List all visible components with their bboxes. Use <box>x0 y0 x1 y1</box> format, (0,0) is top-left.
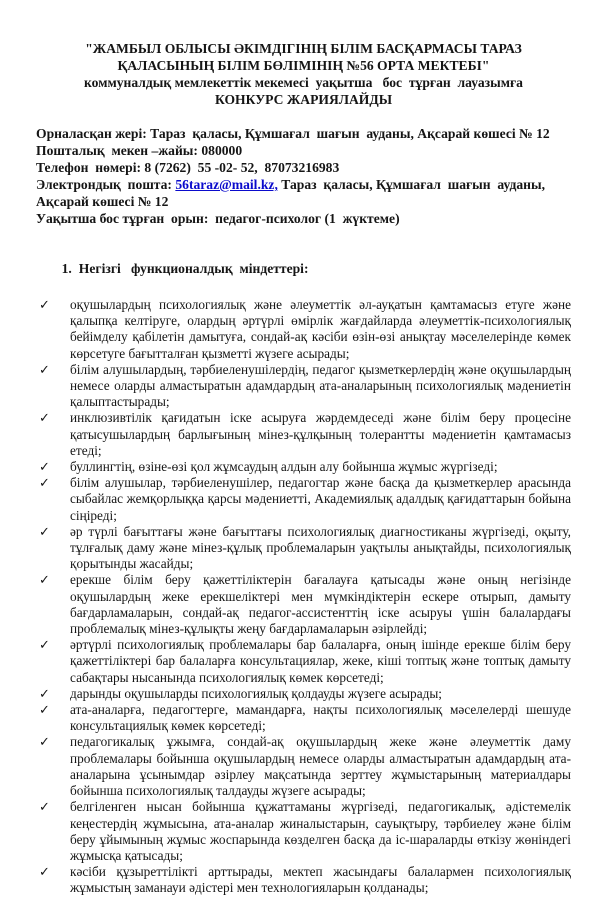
duty-item <box>36 686 571 702</box>
section-title: Негізгі функционалдық міндеттері: <box>78 261 309 276</box>
email-line <box>36 176 571 210</box>
duty-text: педагогикалық ұжымға, сондай-ақ оқушылардың жеке және әлеуметтік даму проблемалары бойынша оқушылардың немесе оларды алмастыратын адамдардың ата-аналарына ұсынымдар әзірлеу мақсатында зерттеу жұмыстарының материалдары бойынша психологиялық талдауды жүзеге асырады; <box>70 734 571 799</box>
email-label: Электрондық пошта: <box>36 177 176 192</box>
duties-list <box>36 297 571 897</box>
duty-text: инклюзивтілік қағидатын іске асыруға жәрдемдеседі және білім беру процесіне қатысушылардың барлығының мінез-құлқының толерантты мәдениетін қамтамасыз етеді; <box>70 410 571 458</box>
checkmark-icon: ✓ <box>39 734 50 750</box>
checkmark-icon: ✓ <box>39 410 50 426</box>
checkmark-icon: ✓ <box>39 637 50 653</box>
checkmark-icon: ✓ <box>39 702 50 718</box>
duty-item <box>36 734 571 799</box>
duty-item <box>36 475 571 524</box>
duty-text: ата-аналарға, педагогтерге, мамандарға, нақты психологиялық мәселелерді шешуде консультациялық көмек көрсетеді; <box>70 702 571 734</box>
email-address-suffix: Тараз қаласы, Құмшағал шағын ауданы, Ақсарай көшесі № 12 <box>36 177 549 209</box>
duty-text: кәсіби құзыреттілікті арттырады, мектеп жасындағы балалармен психологиялық жұмыстың заманауи әдістері мен технологияларын қолданады; <box>70 864 571 896</box>
postal-code-line: Пошталық мекен –жайы: 080000 <box>36 143 243 158</box>
location-line: Орналасқан жері: Тараз қаласы, Құмшағал шағын ауданы, Ақсарай көшесі № 12 <box>36 126 550 141</box>
duty-text: буллингтің, өзіне-өзі қол жұмсаудың алдын алу бойынша жұмыс жүргізеді; <box>70 459 498 475</box>
checkmark-icon: ✓ <box>39 572 50 588</box>
duty-item <box>36 410 571 459</box>
checkmark-icon: ✓ <box>39 685 50 701</box>
document-header <box>36 40 571 108</box>
duty-text: оқушылардың психологиялық және әлеуметтік әл-ауқатын қамтамасыз етуге және қалыпқа келтіруге, олардың әртүрлі өмірлік жағдайларда әлеуметтік-психологиялық бейімделу қабілетін дамытуға, сондай-ақ кәсіби өзін-өзі анықтау мәселелерінде көмек көрсетуге бағытталған қызметті жүзеге асырады; <box>70 297 571 361</box>
header-subtitle: коммуналдық мемлекеттік мекемесі уақытша бос тұрған лауазымға <box>84 75 523 90</box>
duty-item <box>36 524 571 573</box>
email-link[interactable]: 56taraz@mail.kz, <box>175 177 278 192</box>
checkmark-icon: ✓ <box>39 799 50 815</box>
duty-text: ерекше білім беру қажеттіліктерін бағалауға қатысады және оның негізінде оқушылардың жеке ерекшеліктері мен мүмкіндіктерін ескере отырып, дамыту бағдарламаларын, сондай-ақ педагог-ассистенттің іске асыруы үшін балалардағы проблемалық мінез-құлықты жеңу бағдарламаларын әзірлейді; <box>70 572 571 637</box>
announcement-line: КОНКУРС ЖАРИЯЛАЙДЫ <box>214 92 393 107</box>
duty-item <box>36 297 571 362</box>
duty-text: білім алушылардың, тәрбиеленушілердің, педагог қызметкерлердің және оқушылардың немесе оларды алмастыратын адамдардың ата-аналарының психологиялық мәдениетін қалыптастырады; <box>70 361 571 410</box>
duty-item <box>36 637 571 686</box>
duty-item <box>36 702 571 734</box>
duty-item <box>36 799 571 864</box>
school-title: "ЖАМБЫЛ ОБЛЫСЫ ӘКІМДІГІНІҢ БІЛІМ БАСҚАРМАСЫ ТАРАЗ ҚАЛАСЫНЫҢ БІЛІМ БӨЛІМІНІҢ №56 ОРТА МЕКТЕБІ" <box>85 41 522 73</box>
duty-text: білім алушылар, тәрбиеленушілер, педагогтар және басқа да қызметкерлер арасында сыбайлас жемқорлыққа қарсы мәдениетті, Академиялық адалдық қағидаттарын бойына сіңіреді; <box>70 475 571 523</box>
checkmark-icon: ✓ <box>39 475 50 491</box>
vacancy-line: Уақытша бос тұрған орын: педагог-психолог (1 жүктеме) <box>36 211 400 226</box>
checkmark-icon: ✓ <box>39 361 50 377</box>
duty-text: белгіленген нысан бойынша құжаттаманы жүргізеді, педагогикалық, әдістемелік кеңестердің жұмысына, ата-аналар жиналыстарын, сауықтыру, тәрбиелеу және білім беру ұйымының жұмыс жоспарында көзделген басқа да іс-шараларды өткізу жөніндегі жұмысқа қатысады; <box>70 799 571 863</box>
section-number: 1. <box>61 261 72 276</box>
duty-item <box>36 362 571 411</box>
duty-item <box>36 864 571 896</box>
checkmark-icon: ✓ <box>39 459 50 475</box>
checkmark-icon: ✓ <box>39 864 50 880</box>
checkmark-icon: ✓ <box>39 523 50 539</box>
section-heading <box>36 243 571 294</box>
duty-text: әртүрлі психологиялық проблемалары бар балаларға, оның ішінде ерекше білім беру қажеттіліктері бар балаларға консультациялар, жеке, кіші топтық және топтық дамыту сабақтары нысанында психологиялық көмек көрсетеді; <box>70 637 571 685</box>
duty-text: дарынды оқушыларды психологиялық қолдауды жүзеге асырады; <box>70 685 442 701</box>
duty-item <box>36 459 571 475</box>
phone-line: Телефон нөмері: 8 (7262) 55 -02- 52, 87073216983 <box>36 160 340 175</box>
checkmark-icon: ✓ <box>39 297 50 312</box>
contact-info-block <box>36 125 571 227</box>
duty-item <box>36 572 571 637</box>
duty-text: әр түрлі бағыттағы және бағыттағы психологиялық диагностиканы жүргізеді, оқыту, тұлғалық даму және мінез-құлық проблемаларын уақтылы анықтайды, психологиялық қорытынды жасайды; <box>70 523 571 572</box>
